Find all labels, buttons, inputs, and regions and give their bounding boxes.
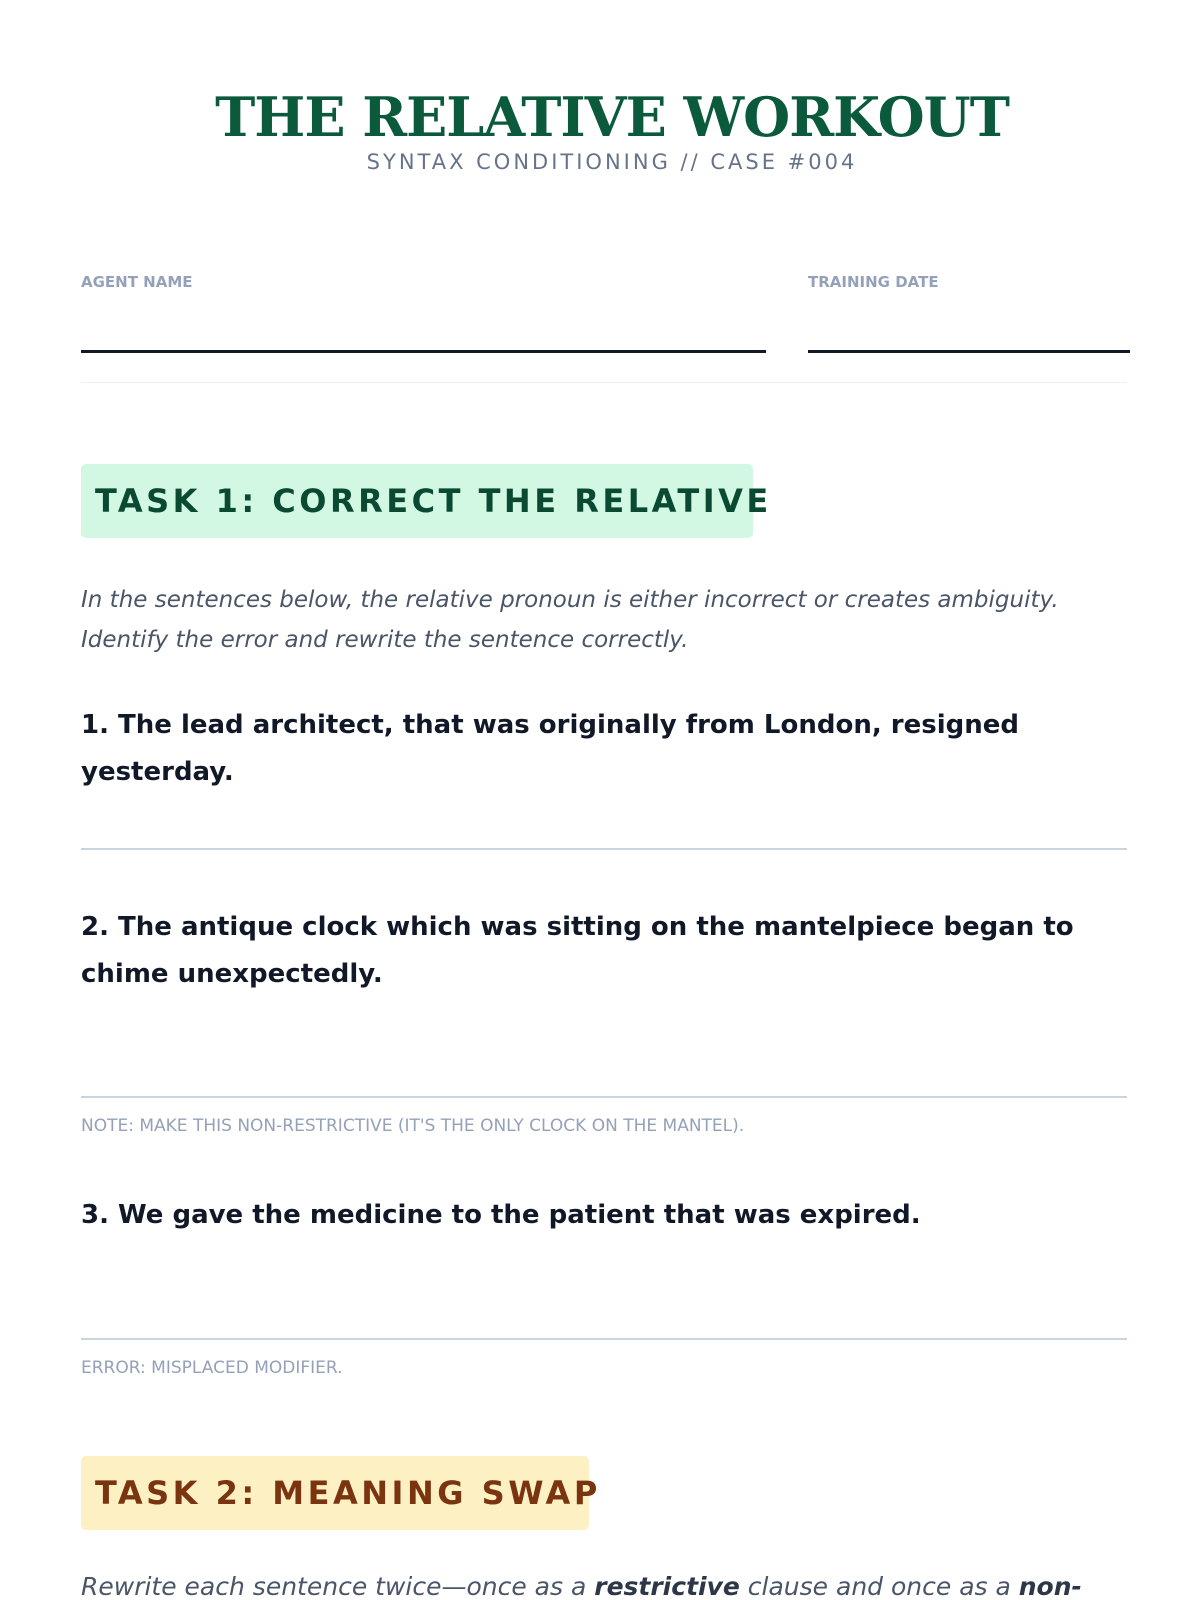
task2-instr-restrictive: restrictive xyxy=(594,1572,740,1600)
question-2-note: NOTE: MAKE THIS NON-RESTRICTIVE (IT'S THE ONLY CLOCK ON THE MANTEL). xyxy=(81,1116,745,1136)
task2-instr-part2: clause and once as a xyxy=(739,1572,1019,1600)
page-title: THE RELATIVE WORKOUT xyxy=(215,85,1009,149)
question-3-note: ERROR: MISPLACED MODIFIER. xyxy=(81,1358,343,1378)
task1-instructions: In the sentences below, the relative pronoun is either incorrect or creates ambiguity. Identify the error and rewrite the sentence correctly. xyxy=(81,587,1059,653)
agent-name-field[interactable] xyxy=(81,350,766,353)
task2-heading: TASK 2: MEANING SWAP xyxy=(81,1456,589,1530)
training-date-field[interactable] xyxy=(808,350,1130,353)
question-2-answer-line[interactable] xyxy=(81,1096,1127,1098)
task2-instr-nonrestrictive: non- xyxy=(1018,1572,1082,1600)
question-3-text: 3. We gave the medicine to the patient that was expired. xyxy=(81,1200,921,1230)
task2-instr-part1: Rewrite each sentence twice—once as a xyxy=(81,1572,595,1600)
task2-instructions xyxy=(81,1567,1181,1600)
question-2-text: 2. The antique clock which was sitting on the mantelpiece began to chime unexpectedly. xyxy=(81,912,1074,989)
agent-name-label: AGENT NAME xyxy=(81,273,193,291)
page-subtitle: SYNTAX CONDITIONING // CASE #004 xyxy=(366,150,858,174)
question-1-text: 1. The lead architect, that was originally from London, resigned yesterday. xyxy=(81,710,1019,787)
question-3-answer-line[interactable] xyxy=(81,1338,1127,1340)
header-divider xyxy=(81,382,1127,383)
task1-heading: TASK 1: CORRECT THE RELATIVE xyxy=(81,464,753,538)
training-date-label: TRAINING DATE xyxy=(808,273,939,291)
question-1-answer-line[interactable] xyxy=(81,848,1127,850)
